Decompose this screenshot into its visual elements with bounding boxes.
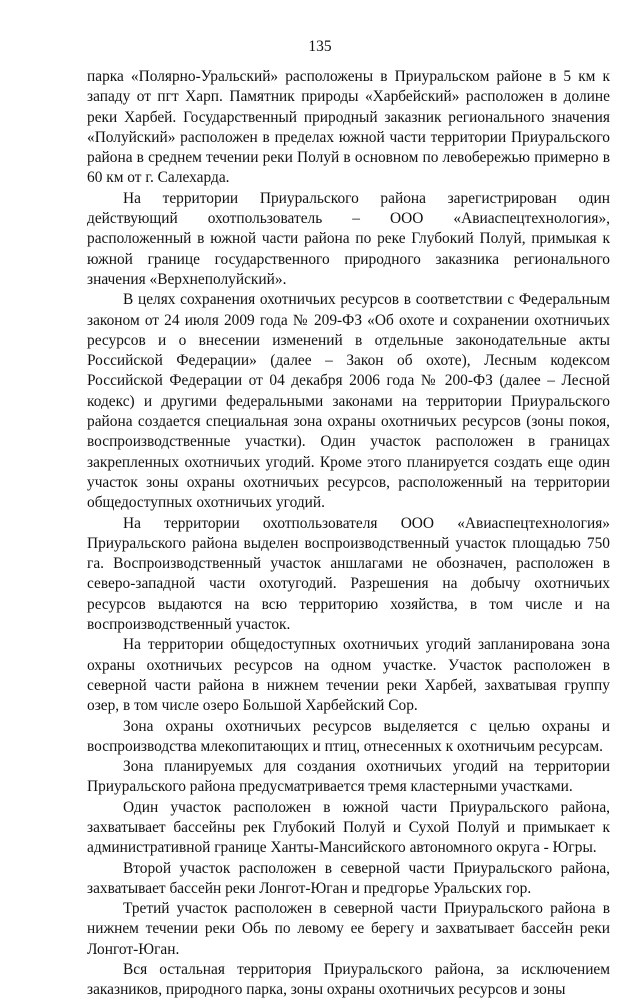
paragraph-9: Второй участок расположен в северной части Приуральского района, захватывает бассейн реки Лонгот-Юган и предгорье Уральских гор. [87, 859, 610, 897]
paragraph-10: Третий участок расположен в северной части Приуральского района в нижнем течении реки Обь по левому ее берегу и захватывает бассейн реки Лонгот-Юган. [87, 900, 610, 958]
paragraph-2: На территории Приуральского района зарегистрирован один действующий охотпользователь – ООО «Авиаспецтехнология», расположенный в южной части района по реке Глубокий Полуй, примыкая к южной границе государственного природного заказника регионального значения «Верхнеполуйский». [87, 189, 610, 288]
body-text [87, 67, 610, 1001]
paragraph-6: Зона охраны охотничьих ресурсов выделяется с целью охраны и воспроизводства млекопитающих и птиц, отнесенных к охотничьим ресурсам. [87, 717, 610, 755]
paragraph-4: На территории охотпользователя ООО «Авиаспецтехнология» Приуральского района выделен воспроизводственный участок площадью 750 га. Воспроизводственный участок аншлагами не обозначен, расположен в северо-западной части охотугодий. Разрешения на добычу охотничьих ресурсов выдаются на всю территорию хозяйства, в том числе и на воспроизводственный участок. [87, 514, 610, 634]
paragraph-3: В целях сохранения охотничьих ресурсов в соответствии с Федеральным законом от 24 июля 2009 года № 209-ФЗ «Об охоте и сохранении охотничьих ресурсов и о внесении изменений в отдельные законодательные акты Российской Федерации» (далее – Закон об охоте), Лесным кодексом Российской Федерации от 04 декабря 2006 года № 200-ФЗ (далее – Лесной кодекс) и другими федеральными законами на территории Приуральского района создается специальная зона охраны охотничьих ресурсов (зоны покоя, воспроизводственные участки). Один участок расположен в границах закрепленных охотничьих угодий. Кроме этого планируется создать еще один участок зоны охраны охотничьих ресурсов, расположенный на территории общедоступных охотничьих угодий. [87, 291, 610, 512]
paragraph-8: Один участок расположен в южной части Приуральского района, захватывает бассейны рек Глубокий Полуй и Сухой Полуй и примыкает к административной границе Ханты-Мансийского автономного округа - Югры. [87, 798, 610, 857]
paragraph-11: Вся остальная территория Приуральского района, за исключением заказников, природного парка, зоны охраны охотничьих ресурсов и зоны [87, 961, 610, 999]
paragraph-5: На территории общедоступных охотничьих угодий запланирована зона охраны охотничьих ресурсов на одном участке. Участок расположен в северной части района в нижнем течении реки Харбей, захватывая группу озер, в том числе озеро Большой Харбейский Сор. [87, 636, 610, 715]
paragraph-1: парка «Полярно-Уральский» расположены в Приуральском районе в 5 км к западу от пгт Харп. Памятник природы «Харбейский» расположен в долине реки Харбей. Государственный природный заказник регионального значения «Полуйский» расположен в пределах южной части территории Приуральского района в среднем течении реки Полуй в основном по левобережью примерно в 60 км от г. Салехарда. [87, 68, 610, 187]
page-number: 135 [308, 38, 332, 55]
paragraph-7: Зона планируемых для создания охотничьих угодий на территории Приуральского района предусматривается тремя кластерными участками. [87, 758, 610, 796]
